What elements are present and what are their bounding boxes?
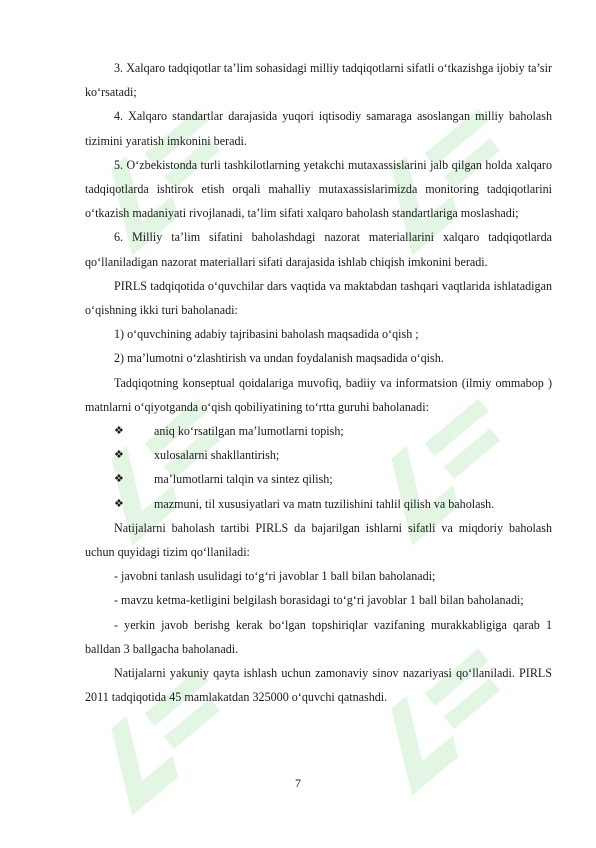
bullet-item (85, 419, 552, 443)
diamond-bullet-icon: ❖ (114, 449, 124, 462)
bullet-item (85, 492, 552, 516)
bullet-text: ma’lumotlarni talqin va sintez qilish; (154, 472, 333, 487)
bullet-text: xulosalarni shakllantirish; (154, 448, 280, 463)
paragraph: PIRLS tadqiqotida o‘quvchilar dars vaqtida va maktabdan tashqari vaqtlarida ishlatadigan o‘qishning ikki turi baholanadi: (85, 278, 552, 318)
paragraph: 2) ma’lumotni o‘zlashtirish va undan foydalanish maqsadida o‘qish. (114, 351, 444, 366)
page-number: 7 (295, 776, 301, 790)
paragraph: Natijalarni yakuniy qayta ishlash uchun zamonaviy sinov nazariyasi qo‘llaniladi. PIRLS 2011 tadqiqotida 45 mamlakatdan 325000 o‘quvchi qatnashdi. (85, 666, 552, 705)
paragraph: - javobni tanlash usulidagi to‘g‘ri javoblar 1 ball bilan baholanadi; (114, 569, 436, 584)
paragraph: - mavzu ketma-ketligini belgilash borasidagi to‘g‘ri javoblar 1 ball bilan baholanadi; (114, 593, 524, 608)
bullet-text: aniq ko‘rsatilgan ma’lumotlarni topish; (154, 424, 344, 439)
paragraph: 3. Xalqaro tadqiqotlar ta’lim sohasidagi milliy tadqiqotlarni sifatli o‘tkazishga ijobiy ta’sir ko‘rsatadi; (85, 61, 552, 100)
diamond-bullet-icon: ❖ (114, 497, 124, 510)
diamond-bullet-icon: ❖ (114, 425, 124, 438)
body-text (85, 56, 552, 709)
paragraph: Tadqiqotning konseptual qoidalariga muvofiq, badiiy va informatsion (ilmiy ommabop ) matnlarni o‘qiyotganda o‘qish qobiliyatining to‘rtta guruhi baholanadi: (85, 375, 552, 414)
paragraph: 6. Milliy ta’lim sifatini baholashdagi nazorat materiallarini xalqaro tadqiqotlarda qo‘llaniladigan nazorat materiallari sifati darajasida ishlab chiqish imkonini beradi. (85, 230, 552, 269)
paragraph: - yerkin javob berishg kerak bo‘lgan topshiriqlar vazifaning murakkabligiga qarab 1 balldan 3 ballgacha baholanadi. (85, 617, 552, 656)
paragraph: 1) o‘quvchining adabiy tajribasini baholash maqsadida o‘qish ; (114, 327, 419, 342)
bullet-item (85, 443, 552, 467)
diamond-bullet-icon: ❖ (114, 473, 124, 486)
paragraph: Natijalarni baholash tartibi PIRLS da bajarilgan ishlarni sifatli va miqdoriy baholash uchun quyidagi tizim qo‘llaniladi: (85, 520, 552, 560)
paragraph: 4. Xalqaro standartlar darajasida yuqori iqtisodiy samaraga asoslangan milliy baholash tizimini yaratish imkonini beradi. (85, 109, 552, 148)
paragraph: 5. O‘zbekistonda turli tashkilotlarning yetakchi mutaxassislarini jalb qilgan holda xalqaro tadqiqotlarda ishtirok etish orqali mahalliy mutaxassislarimizda monitoring tadqiqotlarini o‘tkazish madaniyati rivojlanadi, ta’lim sifati xalqaro baholash standartlariga moslashadi; (85, 157, 552, 221)
bullet-text: mazmuni, til xususiyatlari va matn tuzilishini tahlil qilish va baholash. (154, 496, 495, 511)
bullet-item (85, 467, 552, 491)
